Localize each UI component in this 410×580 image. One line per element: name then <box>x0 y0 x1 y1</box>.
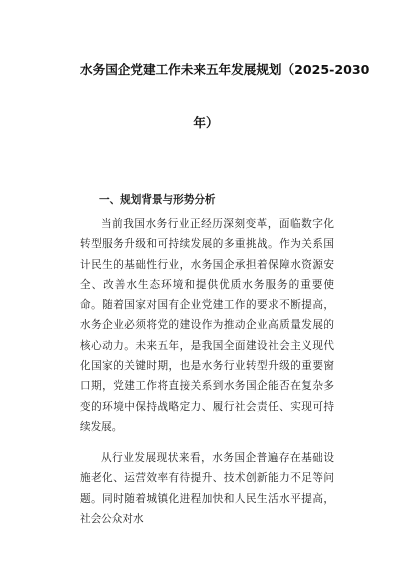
document-title-line-1: 水务国企党建工作未来五年发展规划（2025-2030 <box>80 62 370 77</box>
section-heading: 一、规划背景与形势分析 <box>99 194 216 206</box>
document-title <box>80 0 370 132</box>
body-paragraph-1: 当前我国水务行业正经历深刻变革，面临数字化转型服务升级和可持续发展的多重挑战。作为关系国计民生的基础性行业，水务国企承担着保障水资源安全、改善水生态环境和提供优质水务服务的重要使命。随着国家对国有企业党建工作的要求不断提高，水务企业必须将党的建设作为推动企业高质量发展的核心动力。未来五年，是我国全面建设社会主义现代化国家的关键时期，也是水务行业转型升级的重要窗口期，党建工作将直接关系到水务国企能否在复杂多变的环境中保持战略定力、履行社会责任、实现可持续发展。 <box>80 218 334 433</box>
document-title-line-2: 年） <box>193 115 219 130</box>
body-paragraph-2: 从行业发展现状来看，水务国企普遍存在基础设施老化、运营效率有待提升、技术创新能力不足等问题。同时随着城镇化进程加快和人民生活水平提高，社会公众对水 <box>80 452 334 525</box>
